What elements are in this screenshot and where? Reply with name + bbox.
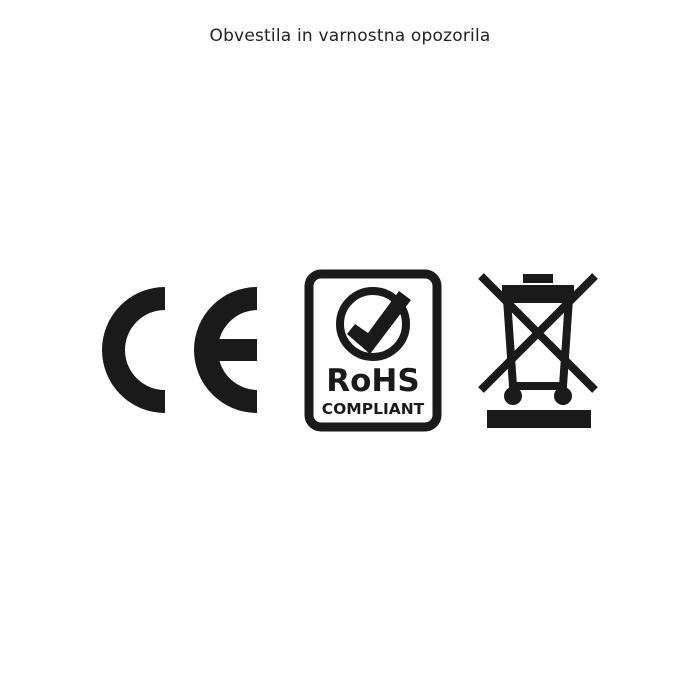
weee-mark [477,268,602,433]
weee-crossed-out-wheelie-bin-icon [477,268,602,433]
rohs-compliant-label: COMPLIANT [321,399,424,418]
rohs-compliant-icon [303,268,443,433]
ce-conformity-icon [99,275,269,425]
rohs-label: RoHS [325,362,420,399]
compliance-marks-row [0,255,700,445]
ce-mark [99,275,269,425]
page-title: Obvestila in varnostna opozorila [209,26,491,46]
rohs-mark [303,268,443,433]
